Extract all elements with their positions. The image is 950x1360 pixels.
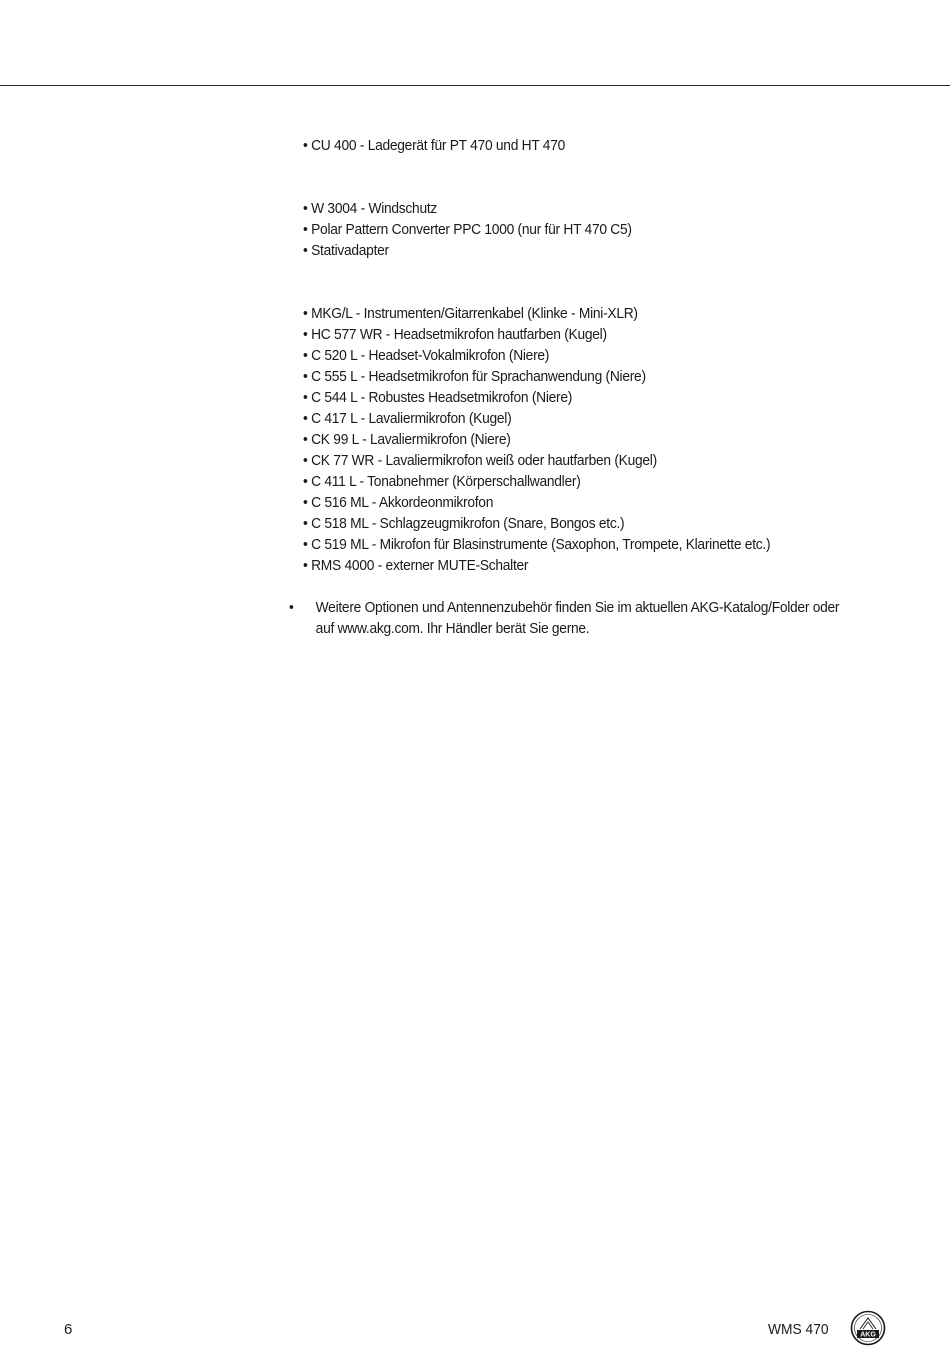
list-item: • Stativadapter bbox=[303, 240, 855, 261]
microphone-accessories-list bbox=[303, 198, 903, 261]
list-item: • CK 99 L - Lavaliermikrofon (Niere) bbox=[303, 429, 855, 450]
header-rule bbox=[0, 85, 950, 86]
list-item: • C 544 L - Robustes Headsetmikrofon (Niere) bbox=[303, 387, 855, 408]
note-text bbox=[316, 597, 886, 639]
bodypack-accessories-list bbox=[303, 303, 903, 576]
list-item: • W 3004 - Windschutz bbox=[303, 198, 855, 219]
list-item: • C 518 ML - Schlagzeugmikrofon (Snare, Bongos etc.) bbox=[303, 513, 855, 534]
list-item: • C 520 L - Headset-Vokalmikrofon (Niere) bbox=[303, 345, 855, 366]
list-item: • CK 77 WR - Lavaliermikrofon weiß oder hautfarben (Kugel) bbox=[303, 450, 855, 471]
list-item: • Polar Pattern Converter PPC 1000 (nur für HT 470 C5) bbox=[303, 219, 855, 240]
list-item: • C 555 L - Headsetmikrofon für Sprachanwendung (Niere) bbox=[303, 366, 855, 387]
list-item: • C 417 L - Lavaliermikrofon (Kugel) bbox=[303, 408, 855, 429]
list-item: • C 411 L - Tonabnehmer (Körperschallwandler) bbox=[303, 471, 855, 492]
charger-list bbox=[303, 135, 903, 156]
list-item: • C 516 ML - Akkordeonmikrofon bbox=[303, 492, 855, 513]
list-item: • C 519 ML - Mikrofon für Blasinstrumente (Saxophon, Trompete, Klarinette etc.) bbox=[303, 534, 855, 555]
list-item: • MKG/L - Instrumenten/Gitarrenkabel (Klinke - Mini-XLR) bbox=[303, 303, 855, 324]
list-item: • RMS 4000 - externer MUTE-Schalter bbox=[303, 555, 855, 576]
note-line-2: auf www.akg.com. Ihr Händler berät Sie gerne. bbox=[315, 620, 590, 637]
note-line-1: Weitere Optionen und Antennenzubehör finden Sie im aktuellen AKG-Katalog/Folder oder bbox=[315, 599, 840, 616]
footer-model-name: WMS 470 bbox=[768, 1321, 829, 1338]
list-item: • HC 577 WR - Headsetmikrofon hautfarben (Kugel) bbox=[303, 324, 855, 345]
logo-text: AKG bbox=[860, 1331, 876, 1339]
page-number: 6 bbox=[64, 1321, 73, 1338]
list-item: • CU 400 - Ladegerät für PT 470 und HT 470 bbox=[303, 135, 855, 156]
akg-logo-icon bbox=[850, 1310, 886, 1346]
note-bullet: • bbox=[289, 599, 294, 616]
